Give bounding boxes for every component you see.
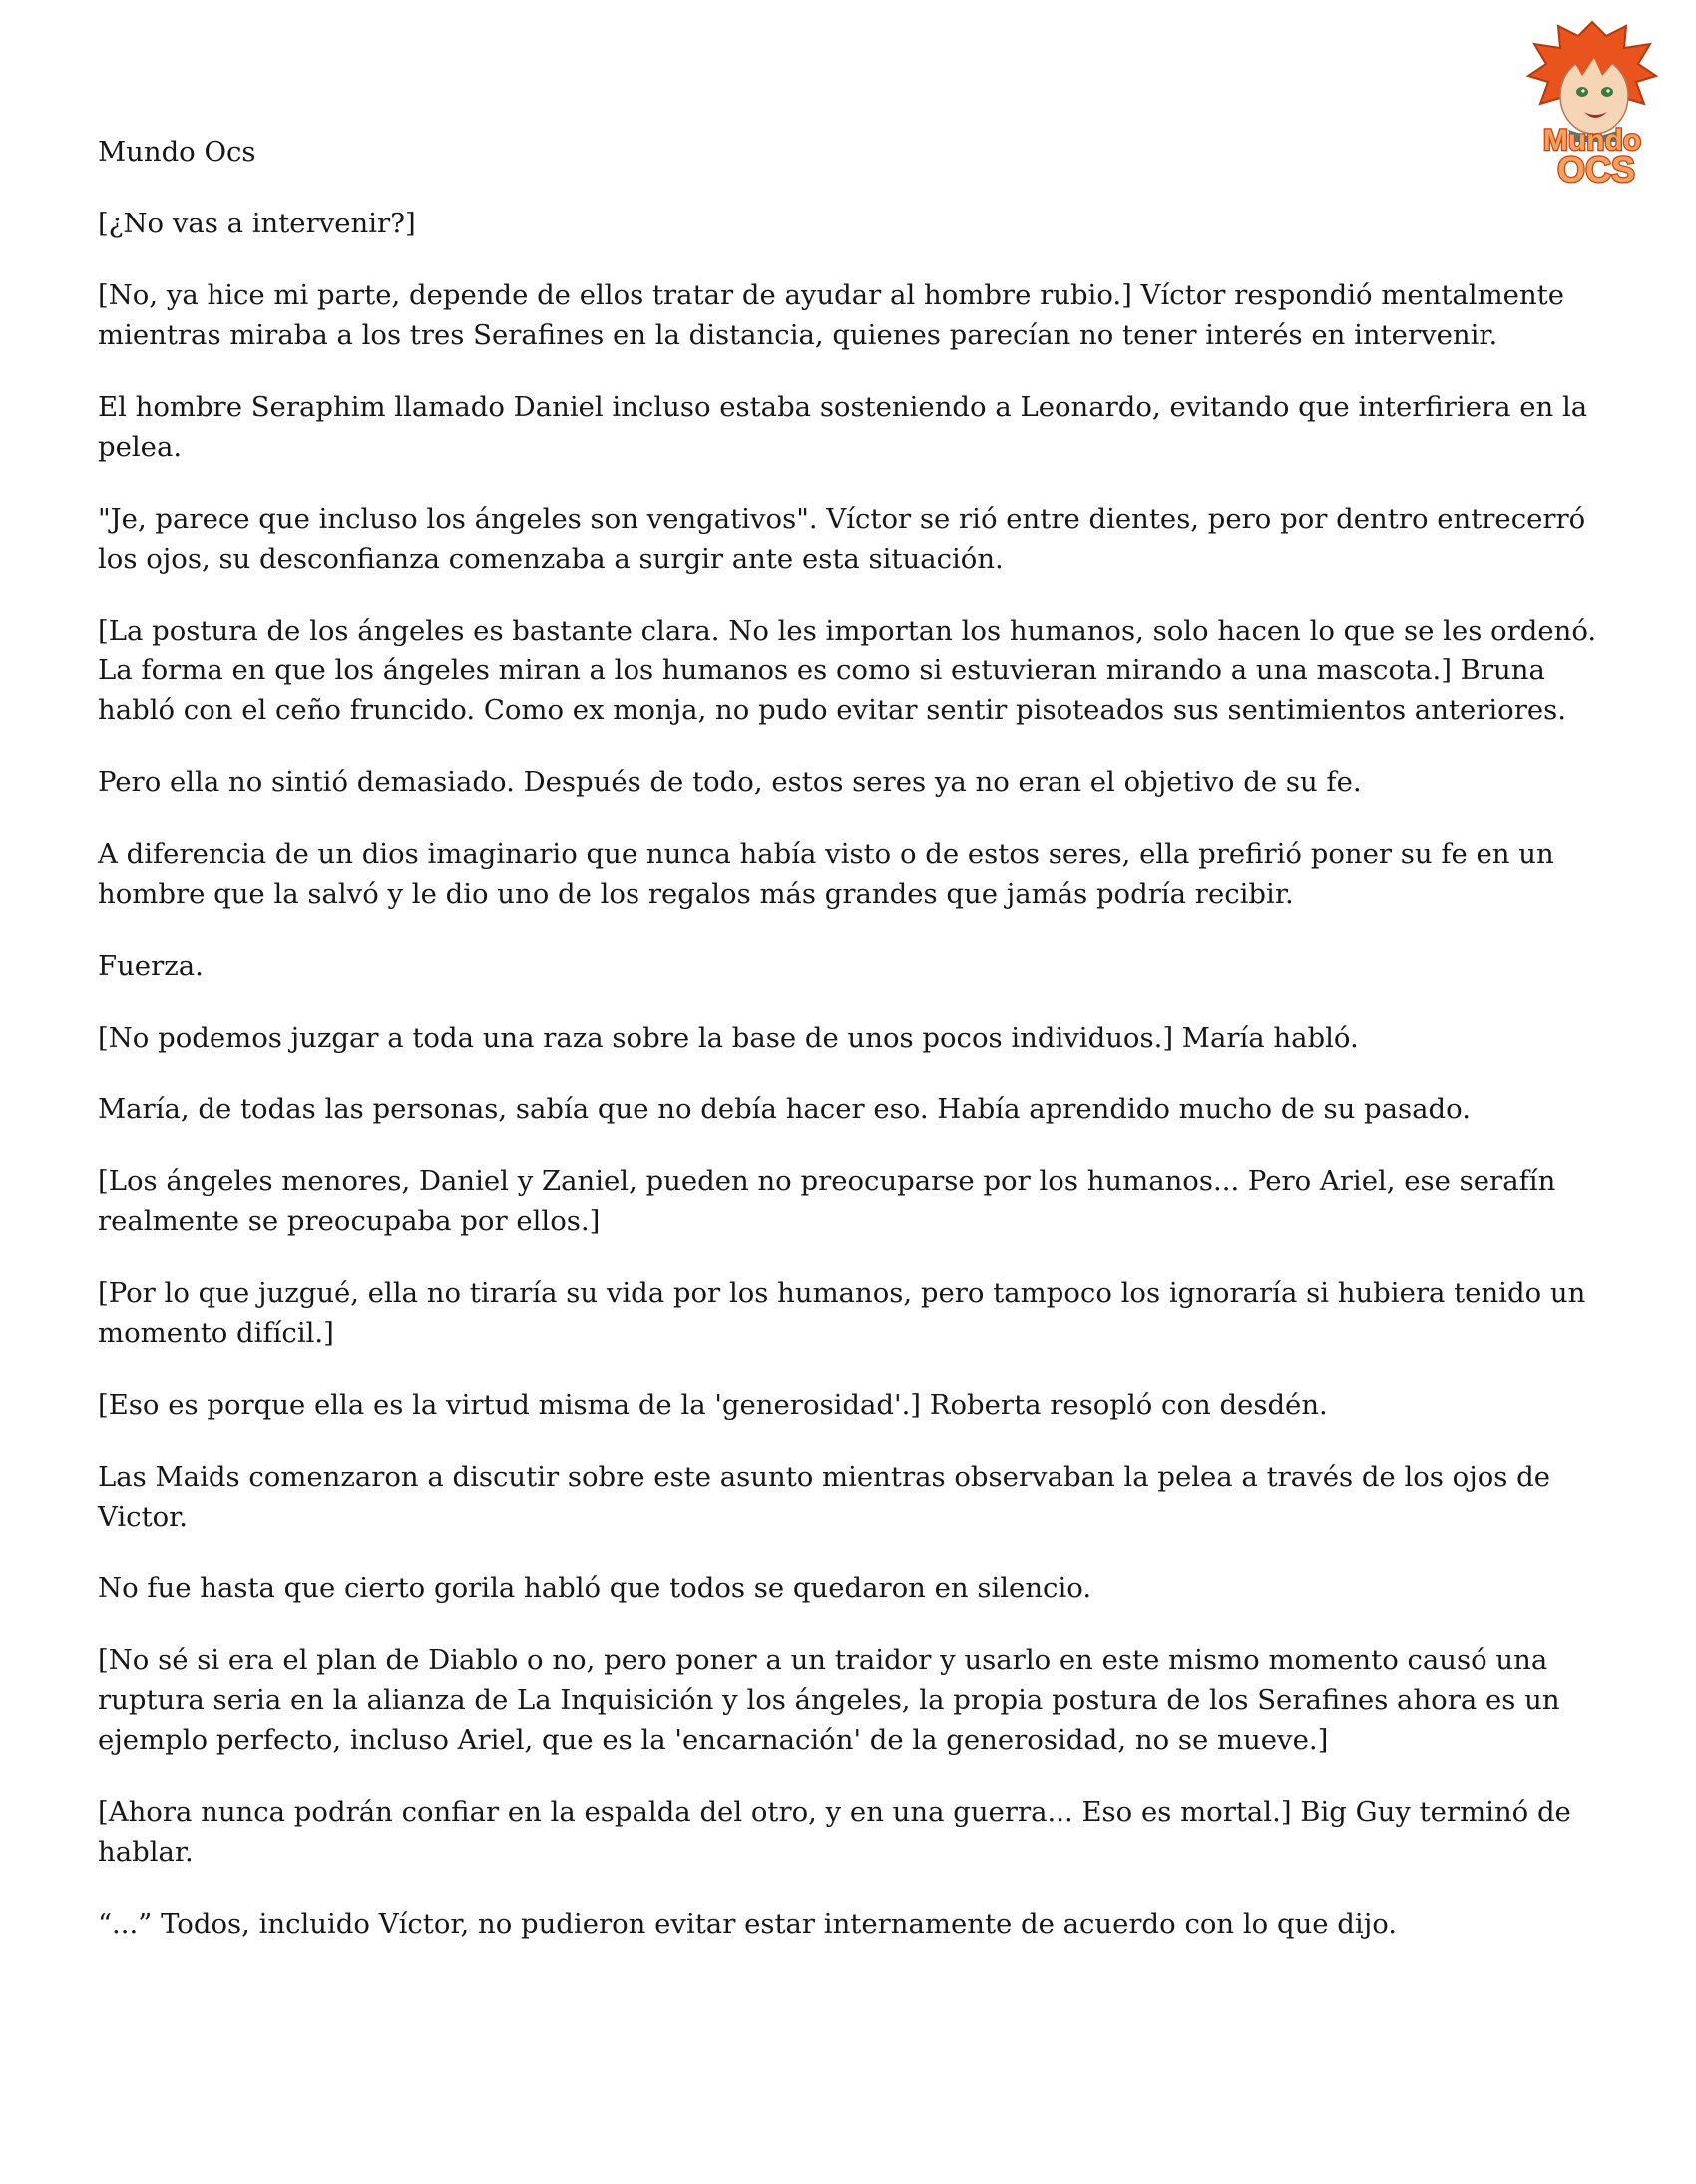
paragraph: María, de todas las personas, sabía que no debía hacer eso. Había aprendido mucho de su pasado.: [98, 1093, 1471, 1125]
document-header: Mundo Ocs: [98, 136, 256, 168]
paragraph: [Los ángeles menores, Daniel y Zaniel, pueden no preocuparse por los humanos... Pero Ariel, ese serafín realmente se preocupaba por ellos.]: [98, 1165, 1556, 1237]
paragraph: "Je, parece que incluso los ángeles son vengativos". Víctor se rió entre dientes, pero por dentro entrecerró los ojos, su desconfianza comenzaba a surgir ante esta situación.: [98, 503, 1586, 575]
paragraph: [Ahora nunca podrán confiar en la espalda del otro, y en una guerra... Eso es mortal.] Big Guy terminó de hablar.: [98, 1796, 1571, 1868]
logo-text-line2: OCS: [1556, 149, 1636, 188]
paragraph: [La postura de los ángeles es bastante clara. No les importan los humanos, solo hacen lo que se les ordenó. La forma en que los ángeles miran a los humanos es como si estuvieran mirando a una mascota.] Bruna habló con el ceño fruncido. Como ex monja, no pudo evitar sentir pisoteados sus sentimientos anteriores.: [98, 615, 1597, 726]
paragraph: No fue hasta que cierto gorila habló que todos se quedaron en silencio.: [98, 1572, 1092, 1604]
logo-face: [1560, 58, 1628, 134]
paragraph: A diferencia de un dios imaginario que nunca había visto o de estos seres, ella prefirió poner su fe en un hombre que la salvó y le dio uno de los regalos más grandes que jamás podría recibir.: [98, 838, 1554, 910]
paragraph: [No sé si era el plan de Diablo o no, pero poner a un traidor y usarlo en este mismo momento causó una ruptura seria en la alianza de La Inquisición y los ángeles, la propia postura de los Serafines ahora es un ejemplo perfecto, incluso Ariel, que es la 'encarnación' de la generosidad, no se mueve.]: [98, 1644, 1560, 1756]
paragraph: El hombre Seraphim llamado Daniel incluso estaba sosteniendo a Leonardo, evitando que interfiriera en la pelea.: [98, 391, 1588, 463]
paragraph: Las Maids comenzaron a discutir sobre este asunto mientras observaban la pelea a través de los ojos de Victor.: [98, 1461, 1551, 1532]
paragraph: [Por lo que juzgué, ella no tiraría su vida por los humanos, pero tampoco los ignoraría si hubiera tenido un momento difícil.]: [98, 1277, 1586, 1349]
paragraph: [No podemos juzgar a toda una raza sobre la base de unos pocos individuos.] María habló.: [98, 1022, 1359, 1054]
paragraph: Fuerza.: [98, 950, 204, 982]
paragraph: “...” Todos, incluido Víctor, no pudieron evitar estar internamente de acuerdo con lo que dijo.: [98, 1908, 1398, 1940]
paragraph: [¿No vas a intervenir?]: [98, 208, 416, 239]
paragraph: [Eso es porque ella es la virtud misma de la 'generosidad'.] Roberta resopló con desdén.: [98, 1389, 1328, 1421]
paragraph: Pero ella no sintió demasiado. Después de todo, estos seres ya no eran el objetivo de su fe.: [98, 766, 1362, 798]
paragraph: [No, ya hice mi parte, depende de ellos tratar de ayudar al hombre rubio.] Víctor respondió mentalmente mientras miraba a los tres Serafines en la distancia, quienes parecían no tener interés en intervenir.: [98, 279, 1564, 351]
document-body: [98, 132, 1619, 1975]
logo-text-line1: Mundo: [1542, 124, 1642, 157]
